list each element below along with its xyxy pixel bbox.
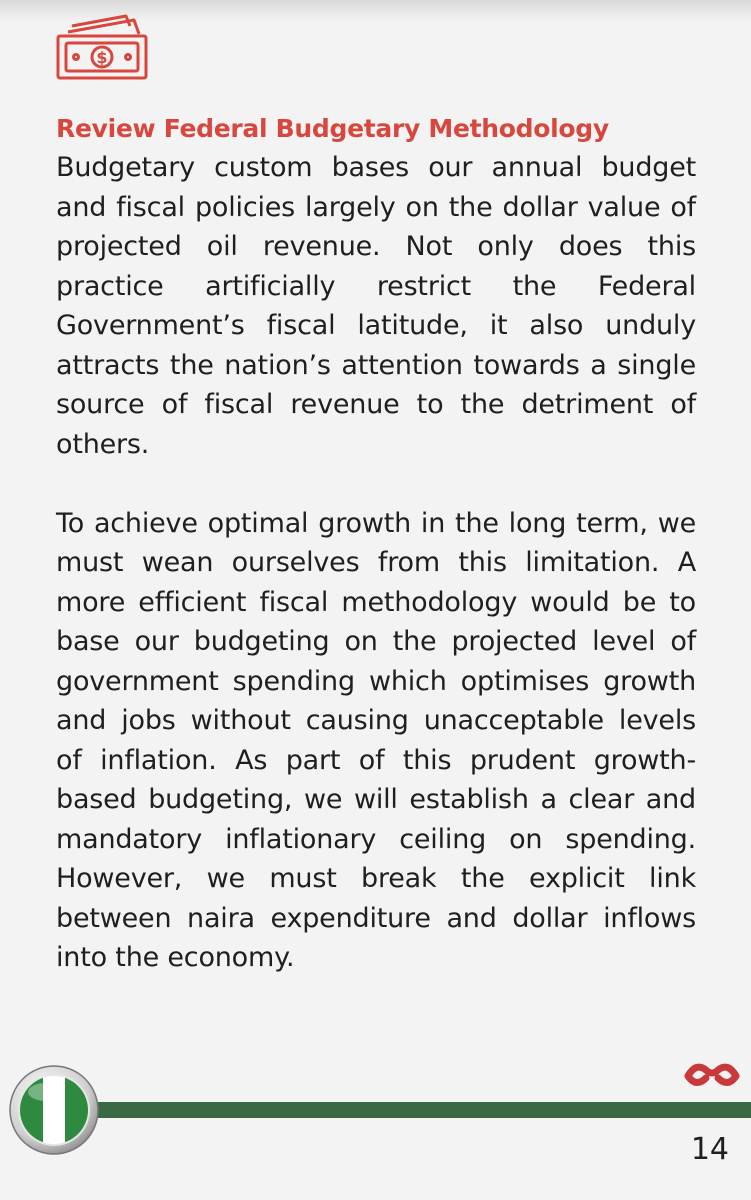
svg-text:$: $	[96, 48, 108, 67]
footer-divider-bar	[88, 1102, 751, 1118]
money-bill-icon	[54, 12, 150, 82]
body-paragraph-2: To achieve optimal growth in the long term, we must wean ourselves from this limitation. A more efficient fiscal methodology would be to base our budgeting on the projected level of government spending which optimises growth and jobs without causing unacceptable levels of inflation. As part of this prudent growth-based budgeting, we will establish a clear and mandatory inflationary ceiling on spending. However, we must break the explicit link between naira expenditure and dollar inflows into the economy.	[56, 507, 696, 973]
chain-link-logo-icon	[682, 1056, 742, 1090]
section-heading: Review Federal Budgetary Methodology	[56, 114, 609, 143]
page-number: 14	[690, 1132, 729, 1167]
body-paragraph-1: Budgetary custom bases our annual budget and fiscal policies largely on the dollar value of projected oil revenue. Not only does this practice artificially restrict the Federal Government’s fiscal latitude, it also unduly attracts the nation’s attention towards a single source of fiscal revenue to the detriment of others.	[56, 152, 696, 460]
document-content	[56, 110, 696, 978]
nigeria-flag-icon	[8, 1064, 100, 1156]
